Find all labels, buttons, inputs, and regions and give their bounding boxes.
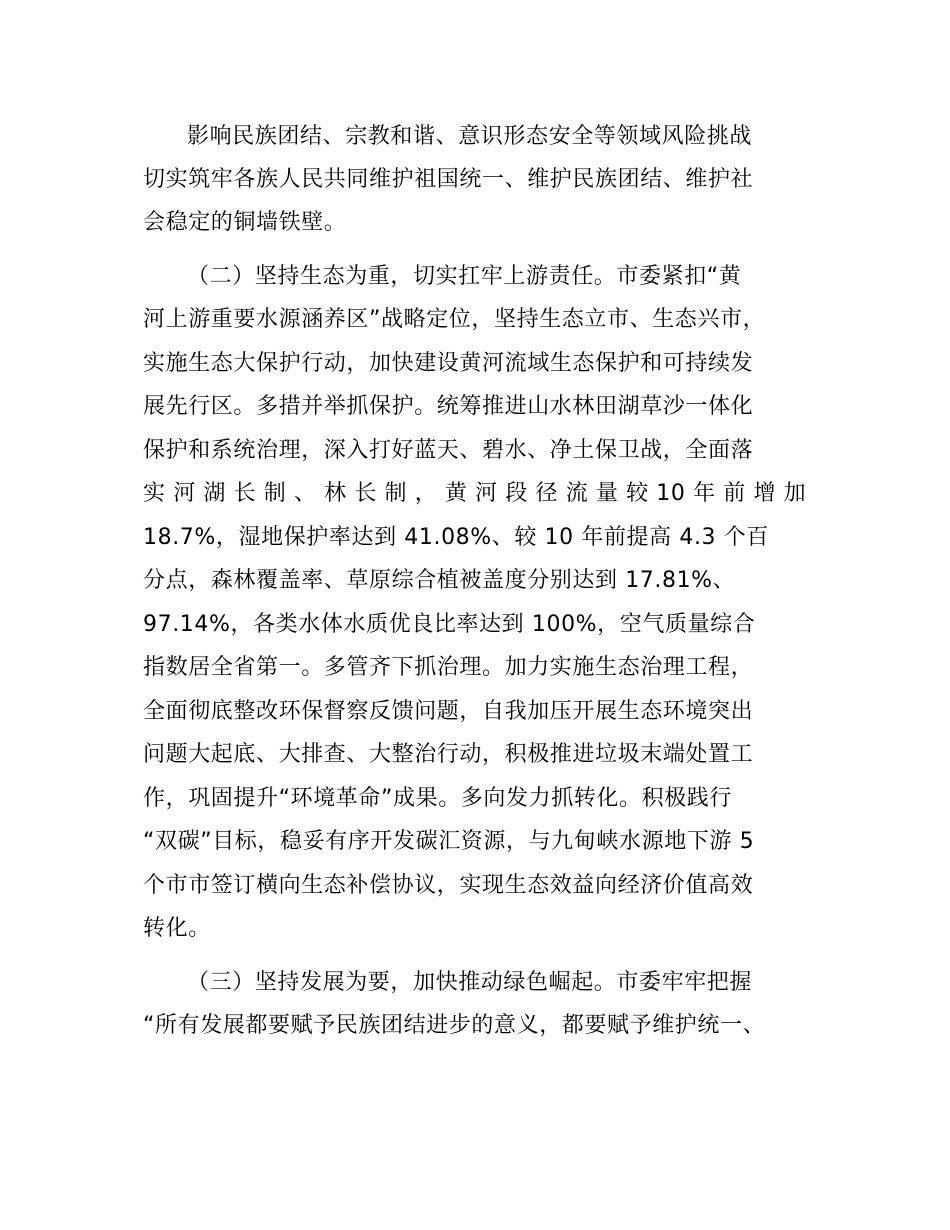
text-line-11: 分点，森林覆盖率、草原综合植被盖度分别达到 17.81%、 <box>143 568 736 593</box>
text-line-5: 河上游重要水源涵养区”战略定位，坚持生态立市、生态兴市， <box>143 307 766 332</box>
text-line-7: 展先行区。多措并举抓保护。统筹推进山水林田湖草沙一体化 <box>143 394 754 419</box>
text-line-3: 会稳定的铜墙铁壁。 <box>143 210 347 235</box>
text-line-17: “双碳”目标，稳妥有序开发碳汇资源，与九甸峡水源地下游 5 <box>143 829 755 854</box>
text-line-2: 切实筑牢各族人民共同维护祖国统一、维护民族团结、维护社 <box>143 167 754 192</box>
text-line-21: “所有发展都要赋予民族团结进步的意义，都要赋予维护统一、 <box>143 1013 766 1038</box>
text-line-13: 指数居全省第一。多管齐下抓治理。加力实施生态治理工程， <box>143 655 754 680</box>
text-line-4: （二）坚持生态为重，切实扛牢上游责任。市委紧扣“黄 <box>187 264 742 289</box>
text-line-10: 18.7%，湿地保护率达到 41.08%、较 10 年前提高 4.3 个百 <box>143 525 769 550</box>
text-line-8: 保护和系统治理，深入打好蓝天、碧水、净土保卫战，全面落 <box>143 438 754 463</box>
text-line-6: 实施生态大保护行动，加快建设黄河流域生态保护和可持续发 <box>143 351 754 376</box>
text-line-19: 转化。 <box>143 916 211 941</box>
text-line-1: 影响民族团结、宗教和谐、意识形态安全等领域风险挑战 <box>187 124 753 149</box>
text-line-20: （三）坚持发展为要，加快推动绿色崛起。市委牢牢把握 <box>187 970 753 995</box>
text-line-16: 作，巩固提升“环境革命”成果。多向发力抓转化。积极践行 <box>143 786 732 811</box>
text-line-14: 全面彻底整改环保督察反馈问题，自我加压开展生态环境突出 <box>143 699 754 724</box>
text-line-18: 个市市签订横向生态补偿协议，实现生态效益向经济价值高效 <box>143 873 754 898</box>
text-line-9: 实 河 湖 长 制 、 林 长 制 ， 黄 河 段 径 流 量 较 10 年 前 增 加 <box>143 481 807 506</box>
text-line-12: 97.14%，各类水体水质优良比率达到 100%，空气质量综合 <box>143 612 756 637</box>
text-line-15: 问题大起底、大排查、大整治行动，积极推进垃圾末端处置工 <box>143 742 754 767</box>
